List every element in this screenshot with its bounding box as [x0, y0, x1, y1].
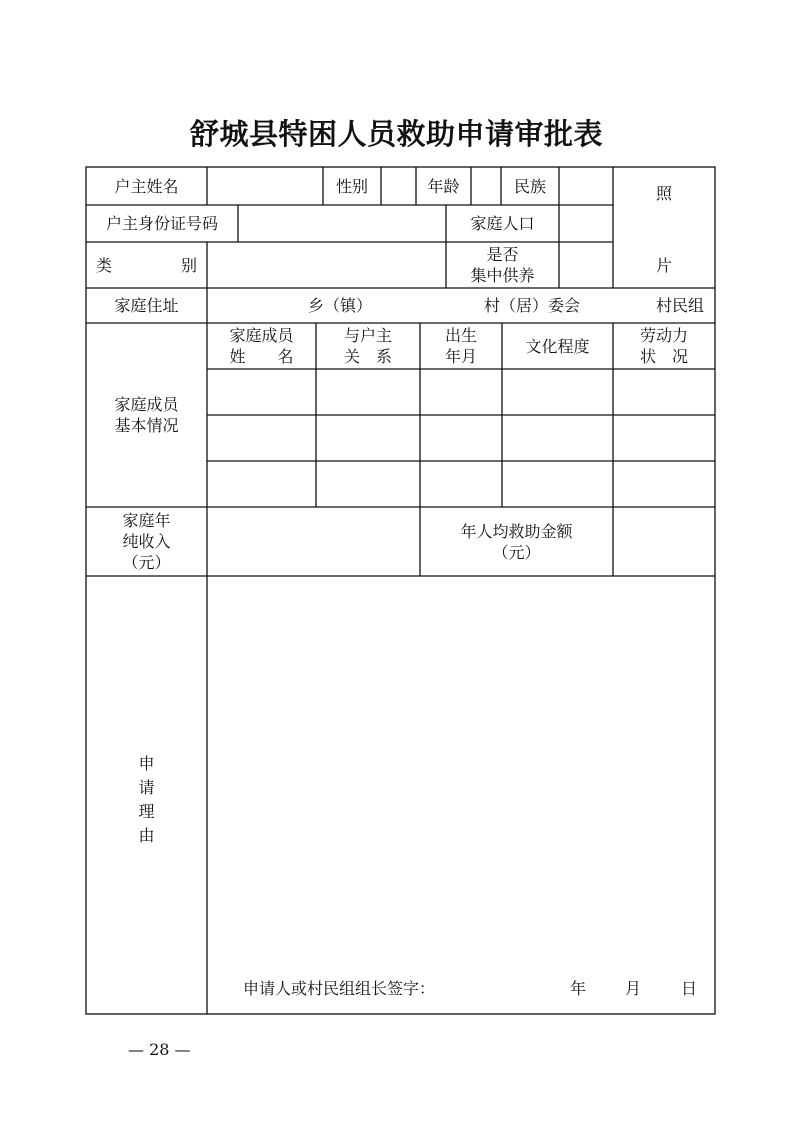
gender-label: 性别 — [335, 176, 368, 196]
address-label: 家庭住址 — [114, 296, 179, 315]
members-header-name: 家庭成员 姓 名 — [229, 326, 294, 366]
member-row[interactable] — [208, 416, 714, 460]
date-year-label: 年 — [569, 978, 586, 998]
age-field[interactable] — [472, 168, 500, 204]
form-title: 舒城县特困人员救助申请审批表 — [189, 117, 603, 151]
ethnicity-field[interactable] — [560, 168, 612, 204]
category-label-part2: 别 — [180, 255, 197, 275]
category-label — [86, 242, 207, 288]
application-reason-label — [86, 576, 207, 1014]
members-header-labor: 劳动力 状 况 — [639, 326, 688, 366]
category-label-part1: 类 — [96, 255, 113, 275]
category-field[interactable] — [208, 243, 445, 287]
family-members-label: 家庭成员 基本情况 — [114, 395, 179, 435]
gender-field[interactable] — [382, 168, 415, 204]
photo-area[interactable] — [613, 167, 715, 288]
reason-char: 请 — [138, 778, 155, 797]
page-number: — 28 — — [128, 1040, 191, 1059]
id-number-field[interactable] — [239, 206, 445, 241]
address-township-label: 乡（镇） — [307, 296, 372, 315]
reason-char: 由 — [138, 826, 155, 845]
photo-label-bottom: 片 — [655, 256, 672, 275]
per-capita-subsidy-field[interactable] — [614, 508, 714, 575]
member-row[interactable] — [208, 462, 714, 506]
address-village-label: 村（居）委会 — [483, 296, 580, 315]
members-header-relation: 与户主 关 系 — [343, 326, 392, 366]
householder-name-field[interactable] — [208, 168, 322, 204]
signature-label: 申请人或村民组组长签字： — [243, 978, 436, 998]
household-size-field[interactable] — [560, 206, 612, 241]
age-label: 年龄 — [427, 176, 460, 196]
reason-char: 理 — [138, 802, 155, 821]
centralized-support-label: 是否 集中供养 — [470, 245, 535, 285]
householder-name-label: 户主姓名 — [114, 176, 179, 196]
annual-income-field[interactable] — [208, 508, 419, 575]
members-header-education: 文化程度 — [525, 336, 590, 356]
annual-income-label: 家庭年 纯收入 （元） — [122, 511, 171, 572]
address-group-label: 村民组 — [655, 296, 704, 315]
household-size-label: 家庭人口 — [470, 214, 535, 233]
date-day-label: 日 — [680, 978, 697, 998]
ethnicity-label: 民族 — [513, 176, 546, 196]
date-month-label: 月 — [624, 978, 641, 998]
signature-field[interactable] — [465, 976, 560, 1000]
id-number-label: 户主身份证号码 — [105, 214, 218, 233]
member-row[interactable] — [208, 370, 714, 414]
centralized-support-field[interactable] — [560, 243, 612, 287]
reason-char: 申 — [138, 754, 155, 773]
members-header-birth: 出生 年月 — [444, 326, 477, 366]
per-capita-subsidy-label: 年人均救助金额 （元） — [460, 521, 573, 562]
application-reason-field[interactable] — [208, 577, 714, 967]
photo-label-top: 照 — [655, 184, 672, 203]
